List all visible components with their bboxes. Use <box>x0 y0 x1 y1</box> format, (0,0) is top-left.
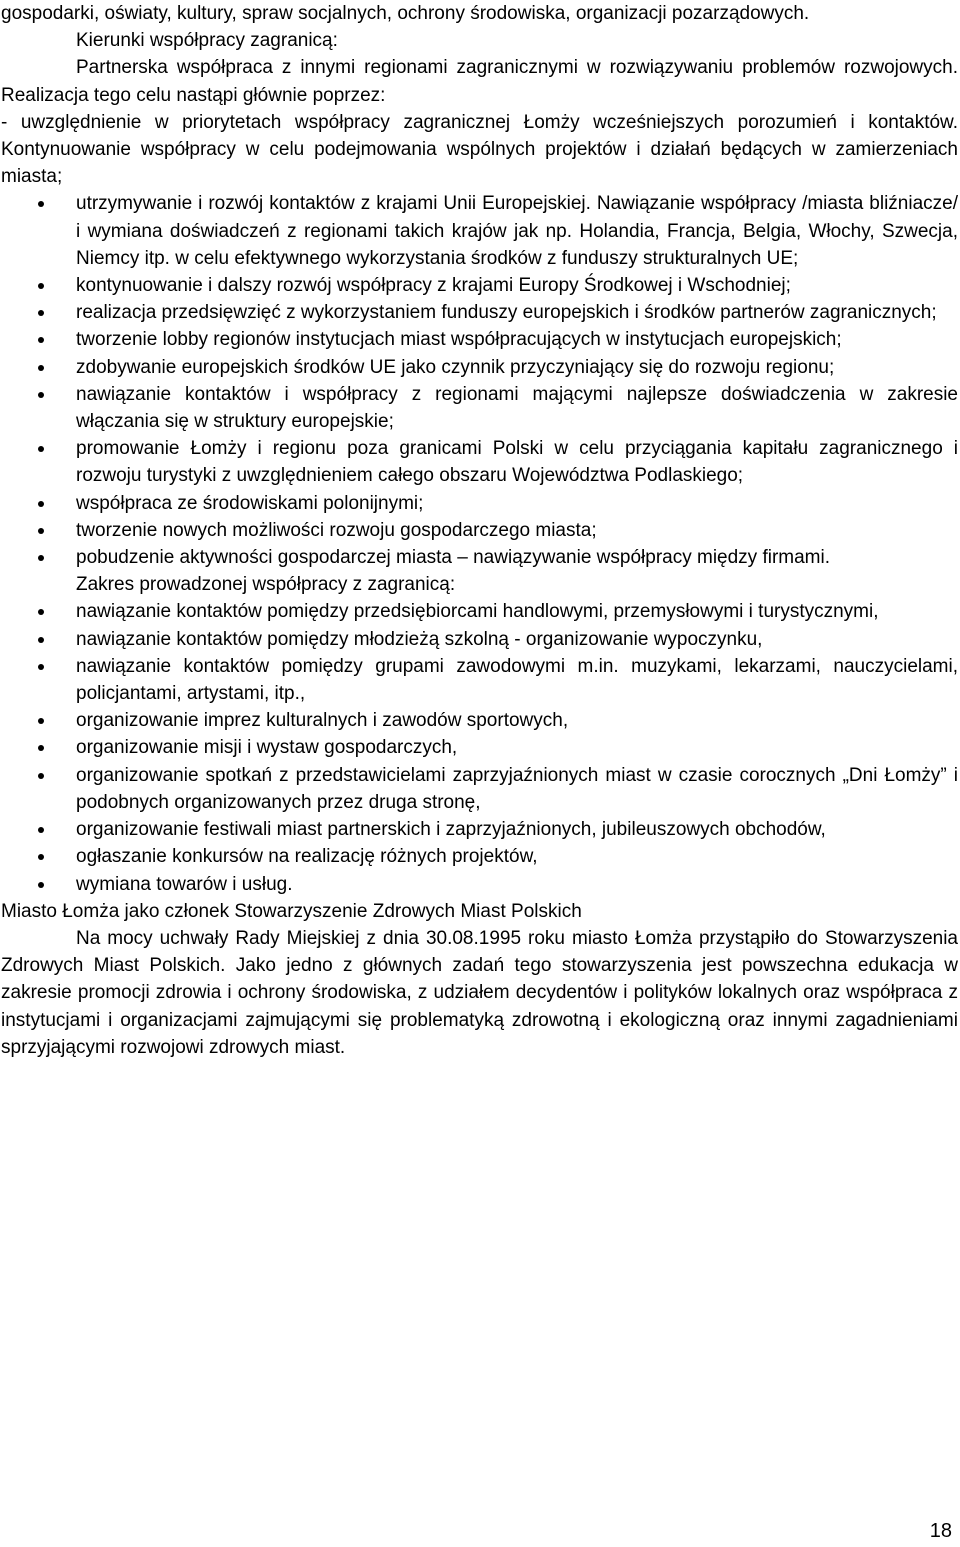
list-item: wymiana towarów i usług. <box>1 871 958 898</box>
scope-list <box>1 598 958 897</box>
bullet-icon <box>38 528 44 534</box>
list-item: zdobywanie europejskich środków UE jako czynnik przyczyniający się do rozwoju regionu; <box>1 354 958 381</box>
list-item: tworzenie nowych możliwości rozwoju gospodarczego miasta; <box>1 517 958 544</box>
bullet-icon <box>38 446 44 452</box>
section-title: Miasto Łomża jako członek Stowarzyszenie Zdrowych Miast Polskich <box>1 900 582 922</box>
bullet-icon <box>38 501 44 507</box>
bullet-icon <box>38 555 44 561</box>
section-body: Na mocy uchwały Rady Miejskiej z dnia 30.08.1995 roku miasto Łomża przystąpiło do Stowarzyszenia Zdrowych Miast Polskich. Jako jedno z głównych zadań tego stowarzyszenia jest powszechna edukacja w zakresie promocji zdrowia i ochrony środowiska, z udziałem decydentów i polityków lokalnych oraz współpraca z instytucjami i organizacjami zajmującymi się problematyką zdrowotną i ekologiczną oraz innymi zagadnieniami sprzyjającymi rozwojowi zdrowych miast. <box>1 927 958 1058</box>
list-item: nawiązanie kontaktów pomiędzy przedsiębiorcami handlowymi, przemysłowymi i turystycznymi, <box>1 598 958 625</box>
list-item: kontynuowanie i dalszy rozwój współpracy z krajami Europy Środkowej i Wschodniej; <box>1 272 958 299</box>
page-content <box>1 0 958 1061</box>
priorities-paragraph: - uwzględnienie w priorytetach współpracy zagranicznej Łomży wcześniejszych porozumień i kontaktów. Kontynuowanie współpracy w celu podejmowania wspólnych projektów i działań będących w zamierzeniach miasta; <box>1 111 958 188</box>
intro-paragraph: gospodarki, oświaty, kultury, spraw socjalnych, ochrony środowiska, organizacji pozarządowych. <box>1 3 810 24</box>
bullet-icon <box>38 664 44 670</box>
list-item: organizowanie imprez kulturalnych i zawodów sportowych, <box>1 707 958 734</box>
list-item: promowanie Łomży i regionu poza granicami Polski w celu przyciągania kapitału zagranicznego i rozwoju turystyki z uwzględnieniem całego obszaru Województwa Podlaskiego; <box>1 435 958 489</box>
bullet-icon <box>38 745 44 751</box>
bullet-icon <box>38 283 44 289</box>
list-item: realizacja przedsięwzięć z wykorzystaniem funduszy europejskich i środków partnerów zagranicznych; <box>1 299 958 326</box>
list-item: organizowanie spotkań z przedstawicielami zaprzyjaźnionych miast w czasie corocznych „Dni Łomży” i podobnych organizowanych przez druga stronę, <box>1 762 958 816</box>
directions-heading: Kierunki współpracy zagranicą: <box>76 30 338 52</box>
bullet-icon <box>38 827 44 833</box>
list-item: nawiązanie kontaktów pomiędzy młodzieżą szkolną - organizowanie wypoczynku, <box>1 626 958 653</box>
list-item: nawiązanie kontaktów i współpracy z regionami mającymi najlepsze doświadczenia w zakresie włączania się w struktury europejskie; <box>1 381 958 435</box>
partnership-paragraph: Partnerska współpraca z innymi regionami zagranicznymi w rozwiązywaniu problemów rozwojowych. Realizacja tego celu nastąpi głównie poprzez: <box>1 57 958 106</box>
bullet-icon <box>38 854 44 860</box>
list-item: pobudzenie aktywności gospodarczej miasta – nawiązywanie współpracy między firmami. <box>1 544 958 571</box>
bullet-icon <box>38 773 44 779</box>
list-item: tworzenie lobby regionów instytucjach miast współpracujących w instytucjach europejskich; <box>1 326 958 353</box>
list-item: ogłaszanie konkursów na realizację różnych projektów, <box>1 843 958 870</box>
directions-list <box>1 190 958 571</box>
list-item: utrzymywanie i rozwój kontaktów z krajami Unii Europejskiej. Nawiązanie współpracy /miasta bliźniacze/ i wymiana doświadczeń z regionami takich krajów jak np. Holandia, Francja, Belgia, Włochy, Szwecja, Niemcy itp. w celu efektywnego wykorzystania środków z funduszy strukturalnych UE; <box>1 190 958 272</box>
page-number: 18 <box>929 1520 952 1542</box>
bullet-icon <box>38 201 44 207</box>
list-item: współpraca ze środowiskami polonijnymi; <box>1 490 958 517</box>
bullet-icon <box>38 637 44 643</box>
bullet-icon <box>38 882 44 888</box>
list-item: organizowanie festiwali miast partnerskich i zaprzyjaźnionych, jubileuszowych obchodów, <box>1 816 958 843</box>
bullet-icon <box>38 392 44 398</box>
bullet-icon <box>38 718 44 724</box>
scope-heading: Zakres prowadzonej współpracy z zagranicą: <box>76 574 456 596</box>
bullet-icon <box>38 609 44 615</box>
bullet-icon <box>38 310 44 316</box>
bullet-icon <box>38 337 44 343</box>
bullet-icon <box>38 365 44 371</box>
list-item: organizowanie misji i wystaw gospodarczych, <box>1 734 958 761</box>
list-item: nawiązanie kontaktów pomiędzy grupami zawodowymi m.in. muzykami, lekarzami, nauczycielami, policjantami, artystami, itp., <box>1 653 958 707</box>
